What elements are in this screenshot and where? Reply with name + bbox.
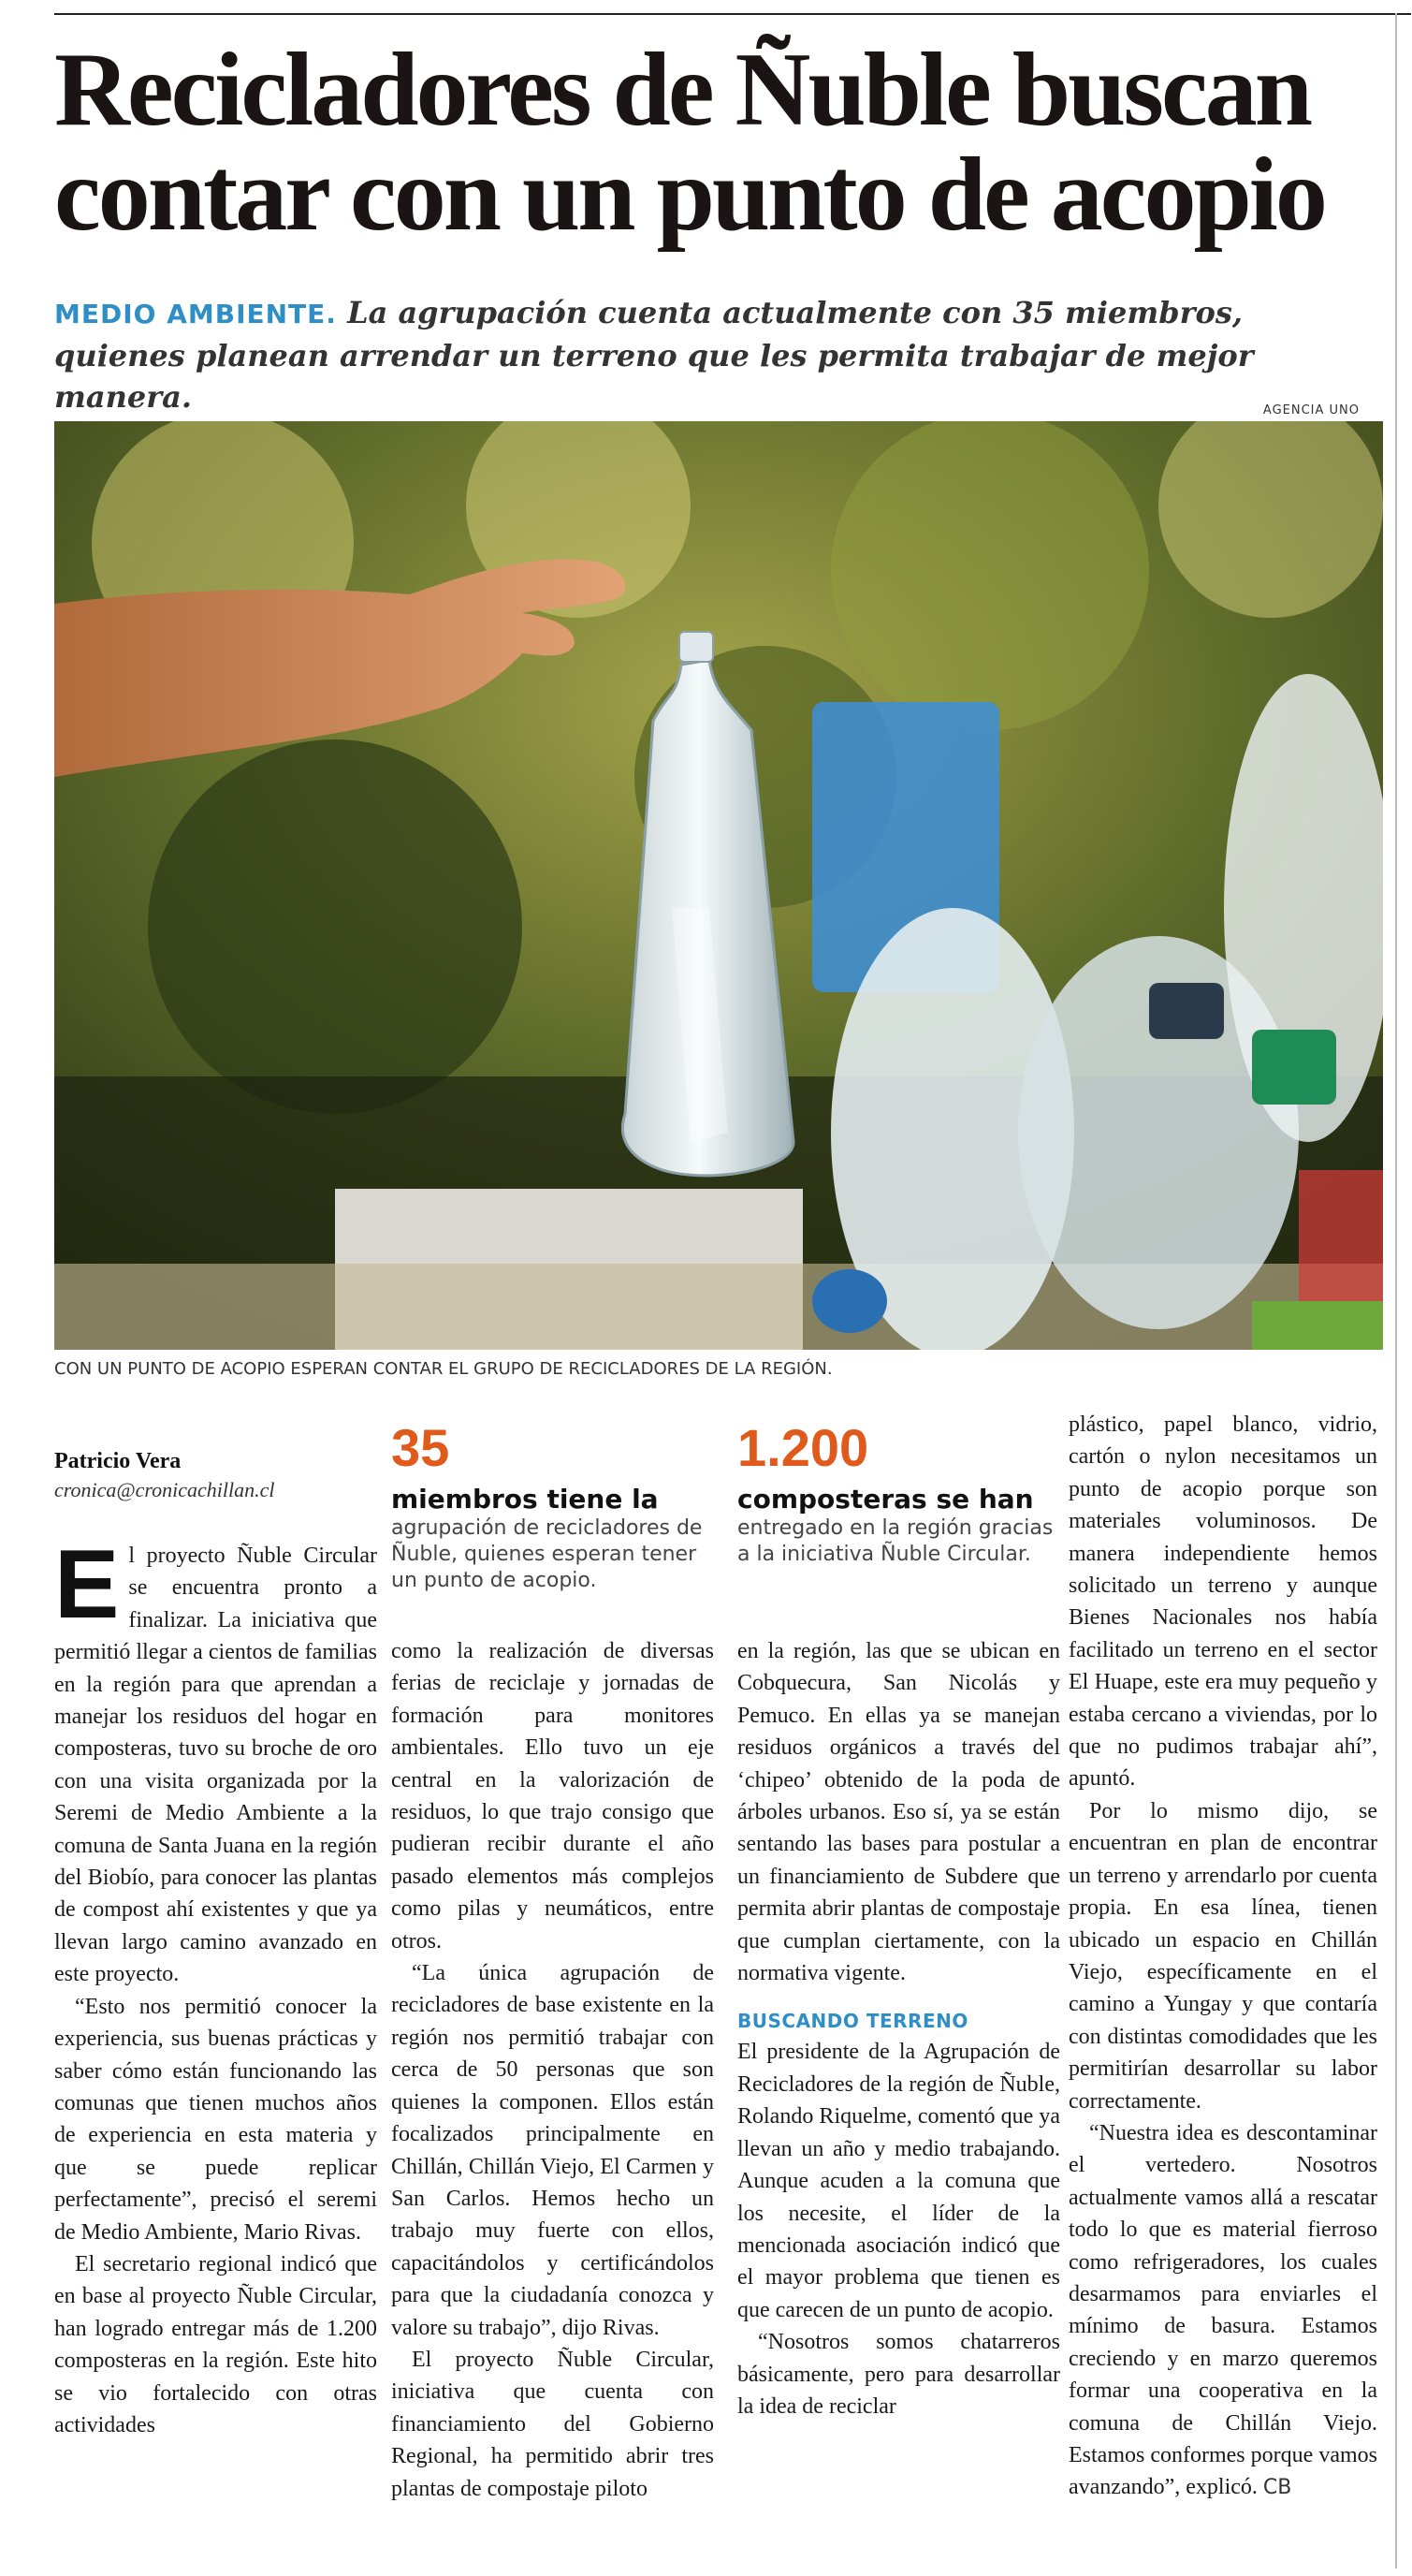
top-rule xyxy=(54,13,1411,15)
fact-title: composteras se han xyxy=(737,1484,1034,1515)
fact-box-composters xyxy=(737,1420,1060,1635)
paragraph: El secretario regional indicó que en base al proyecto Ñuble Circular, han logrado entregar más de 1.200 composteras en la región. Este hito se vio fortalecido con otras actividades xyxy=(54,2251,377,2437)
deck xyxy=(54,292,1383,417)
article-photo xyxy=(54,421,1383,1350)
paragraph: en la región, las que se ubican en Cobquecura, San Nicolás y Pemuco. En ellas ya se manejan residuos orgánicos a través del ‘chipeo’ obtenido de la poda de árboles urbanos. Eso sí, ya se están sentando las bases para postular a un financiamiento de Subdere que permita abrir plantas de compostaje que cumplan ciertamente, con la normativa vigente. xyxy=(737,1639,1060,1986)
section-label: MEDIO AMBIENTE. xyxy=(54,299,337,329)
fact-subtitle: agrupación de recicladores de Ñuble, quienes esperan tener un punto de acopio. xyxy=(391,1516,703,1592)
fact-subtitle: entregado en la región gracias a la iniciativa Ñuble Circular. xyxy=(737,1516,1054,1566)
fact-number: 1.200 xyxy=(737,1418,869,1477)
headline: Recicladores de Ñuble buscan contar con un punto de acopio xyxy=(54,32,1325,253)
column-1 xyxy=(54,1409,377,2441)
paragraph: “La única agrupación de recicladores de base existente en la región nos permitió trabajar con cerca de 50 personas que son quienes la componen. Ellos están focalizados principalmente en Chillán, Chillán Viejo, El Carmen y San Carlos. Hemos hecho un trabajo muy fuerte con ellos, capacitándolos y certificándolos para que la ciudadanía conozca y valore su trabajo”, dijo Rivas. xyxy=(391,1961,714,2340)
fact-number: 35 xyxy=(391,1418,450,1477)
paragraph: El proyecto Ñuble Circular, iniciativa que cuenta con financiamiento del Gobierno Regional, ha permitido abrir tres plantas de compostaje piloto xyxy=(391,2347,714,2501)
author-email: cronica@cronicachillan.cl xyxy=(54,1478,275,1501)
paragraph: plástico, papel blanco, vidrio, cartón o nylon necesitamos un punto de acopio porque son materiales voluminosos. De manera independiente hemos solicitado un terreno y aunque Bienes Nacionales nos había facilitado un terreno en el sector El Huape, este era muy pequeño y estaba cercano a viviendas, por lo que no pudimos trabajar ahí”, apuntó. xyxy=(1069,1412,1377,1792)
author-name: Patricio Vera xyxy=(54,1449,182,1473)
lead-paragraph xyxy=(54,1530,377,1991)
column-3 xyxy=(737,1409,1060,2422)
paragraph: Por lo mismo dijo, se encuentran en plan de encontrar un terreno y arrendarlo por cuenta propia. En esa línea, tienen ubicado un espacio en Chillán Viejo, específicamente en el camino a Yungay y que contaría con distintas comodidades que les permitirían desarrollar su labor correctamente. xyxy=(1069,1798,1377,2114)
column-2 xyxy=(391,1409,714,2505)
paragraph xyxy=(1069,2117,1377,2505)
column-4 xyxy=(1069,1409,1377,2505)
subheading: BUSCANDO TERRENO xyxy=(737,2010,968,2033)
paragraph-text: “Nuestra idea es descontaminar el vertedero. Nosotros actualmente vamos allá a rescatar todo lo que es material fierroso como refrigeradores, los cuales desarmamos para enviarles el mínimo de basura. Estamos creciendo y en marzo queremos formar una cooperativa en la comuna de Chillán Viejo. Estamos conformes porque vamos avanzando”, explicó. xyxy=(1069,2120,1377,2500)
paragraph: “Esto nos permitió conocer la experiencia, sus buenas prácticas y saber cómo están funcionando las comunas que tienen muchos años de experiencia en esta materia y que se puede replicar perfectamente”, precisó el seremi de Medio Ambiente, Mario Rivas. xyxy=(54,1994,377,2245)
fact-box-members xyxy=(391,1420,714,1635)
photo-credit: AGENCIA UNO xyxy=(1262,403,1360,417)
dropcap: E xyxy=(54,1530,120,1639)
photo-caption: CON UN PUNTO DE ACOPIO ESPERAN CONTAR EL GRUPO DE RECICLADORES DE LA REGIÓN. xyxy=(54,1359,833,1379)
page-edge-rule xyxy=(1395,13,1397,2569)
deck-text: La agrupación cuenta actualmente con 35 miembros, quienes planean arrendar un terreno que les permita trabajar de mejor manera. xyxy=(54,295,1254,415)
paragraph: “Nosotros somos chatarreros básicamente, pero para desarrollar la idea de reciclar xyxy=(737,2330,1060,2419)
paragraph: como la realización de diversas ferias de reciclaje y jornadas de formación para monitores ambientales. Ello tuvo un eje central en la valorización de residuos, lo que trajo consigo que pudieran recibir durante el año pasado elementos más complejos como pilas y neumáticos, entre otros. xyxy=(391,1639,714,1954)
end-mark: CB xyxy=(1262,2476,1292,2500)
paragraph: El presidente de la Agrupación de Recicladores de la región de Ñuble, Rolando Riquelme, comentó que ya llevan un año y medio trabajando. Aunque acuden a la comuna que los necesite, el líder de la mencionada asociación indicó que el mayor problema que tienen es que carecen de un punto de acopio. xyxy=(737,2040,1060,2322)
fact-title: miembros tiene la xyxy=(391,1484,659,1515)
paragraph: l proyecto Ñuble Circular se encuentra pronto a finalizar. La iniciativa que permitió llegar a cientos de familias en la región para que aprendan a manejar los residuos del hogar en composteras, tuvo su broche de oro con una visita organizada por la Seremi de Medio Ambiente a la comuna de Santa Juana en la región del Biobío, para conocer las plantas de compost ahí existentes y que ya llevan largo camino avanzado en este proyecto. xyxy=(54,1544,377,1987)
